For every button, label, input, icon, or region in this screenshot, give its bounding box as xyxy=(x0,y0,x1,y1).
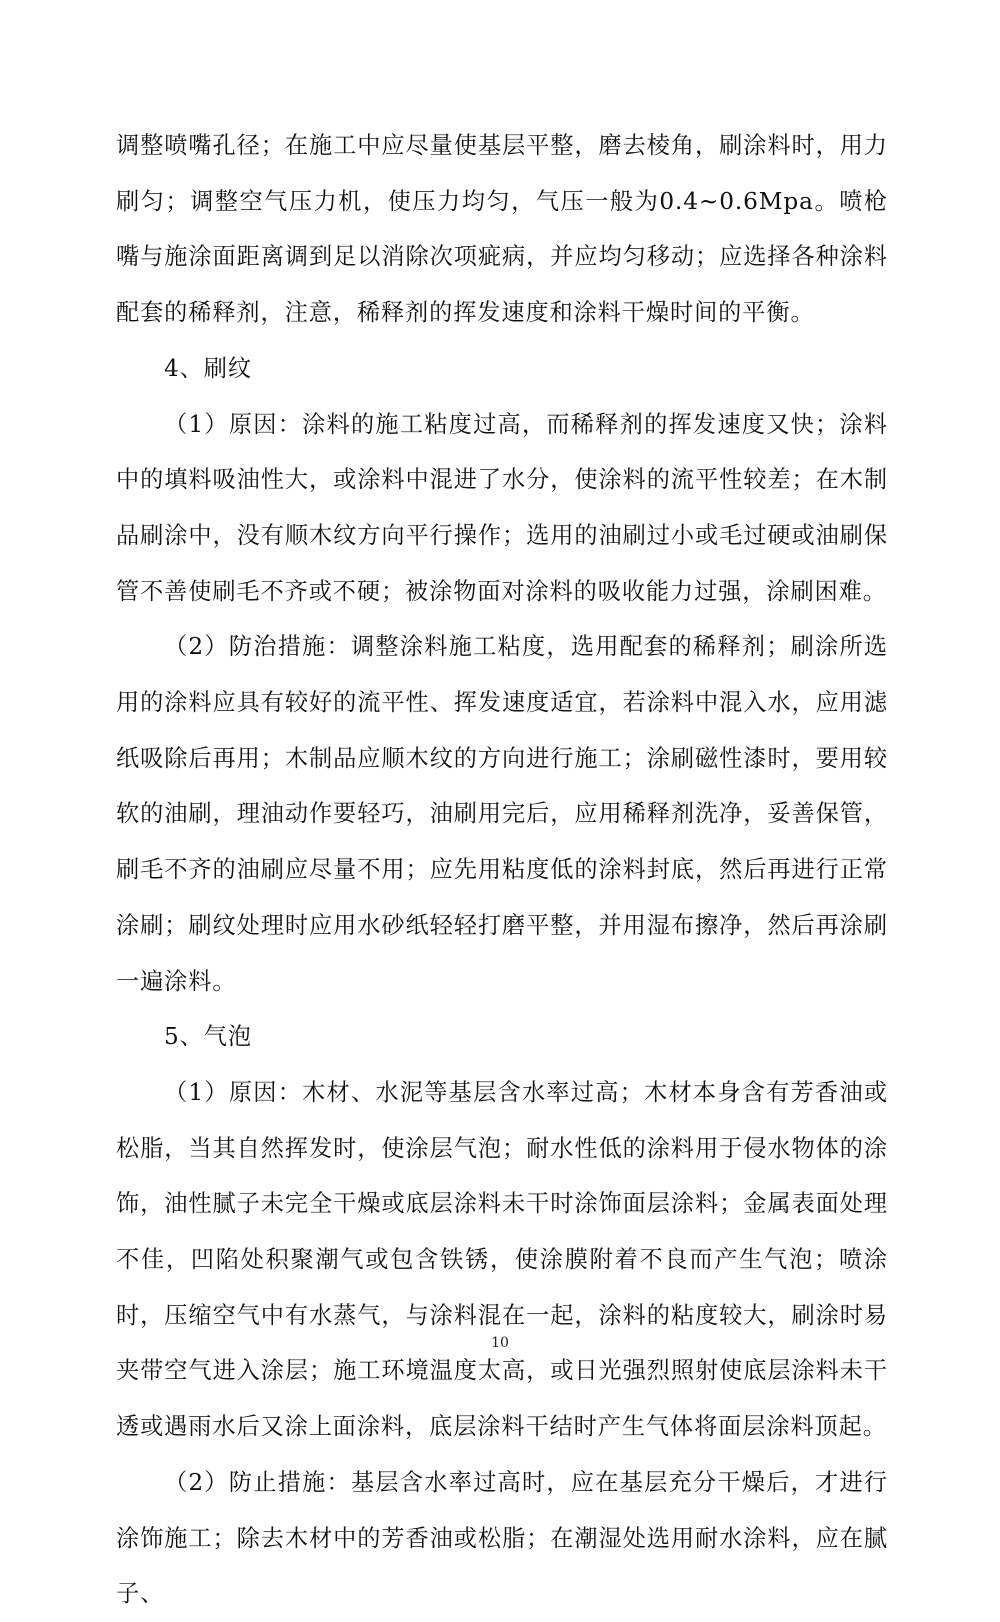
heading-brush-marks: 4、刷纹 xyxy=(164,354,252,382)
paragraph-bubbles-prevention: （2）防止措施：基层含水率过高时，应在基层充分干燥后，才进行涂饰施工；除去木材中的芳香油或松脂；在潮湿处选用耐水涂料，应在腻子、 xyxy=(116,1468,888,1608)
paragraph-bubbles-cause: （1）原因：木材、水泥等基层含水率过高；木材本身含有芳香油或松脂，当其自然挥发时，使涂层气泡；耐水性低的涂料用于侵水物体的涂饰，油性腻子未完全干燥或底层涂料未干时涂饰面层涂料；金属表面处理不佳，凹陷处积聚潮气或包含铁锈，使涂膜附着不良而产生气泡；喷涂时，压缩空气中有水蒸气，与涂料混在一起，涂料的粘度较大，刷涂时易夹带空气进入涂层；施工环境温度太高，或日光强烈照射使底层涂料未干透或遇雨水后又涂上面涂料，底层涂料干结时产生气体将面层涂料顶起。 xyxy=(116,1078,888,1441)
paragraph-brush-marks-cause: （1）原因：涂料的施工粘度过高，而稀释剂的挥发速度又快；涂料中的填料吸油性大，或涂料中混进了水分，使涂料的流平性较差；在木制品刷涂中，没有顺木纹方向平行操作；选用的油刷过小或毛过硬或油刷保管不善使刷毛不齐或不硬；被涂物面对涂料的吸收能力过强，涂刷困难。 xyxy=(116,410,888,605)
paragraph-brush-marks-prevention: （2）防治措施：调整涂料施工粘度，选用配套的稀释剂；刷涂所选用的涂料应具有较好的流平性、挥发速度适宜，若涂料中混入水，应用滤纸吸除后再用；木制品应顺木纹的方向进行施工；涂刷磁性漆时，要用较软的油刷，理油动作要轻巧，油刷用完后，应用稀释剂洗净，妥善保管，刷毛不齐的油刷应尽量不用；应先用粘度低的涂料封底，然后再进行正常涂刷；刷纹处理时应用水砂纸轻轻打磨平整，并用湿布擦净，然后再涂刷一遍涂料。 xyxy=(116,633,888,995)
document-body xyxy=(116,118,888,1622)
paragraph-spray-nozzle-remedy: 调整喷嘴孔径；在施工中应尽量使基层平整，磨去棱角，刷涂料时，用力刷匀；调整空气压力机，使压力均匀，气压一般为0.4~0.6Mpa。喷枪嘴与施涂面距离调到足以消除次项疵病，并应均匀移动；应选择各种涂料配套的稀释剂，注意，稀释剂的挥发速度和涂料干燥时间的平衡。 xyxy=(116,132,888,327)
page-number: 10 xyxy=(491,1335,509,1351)
heading-bubbles: 5、气泡 xyxy=(164,1023,252,1051)
